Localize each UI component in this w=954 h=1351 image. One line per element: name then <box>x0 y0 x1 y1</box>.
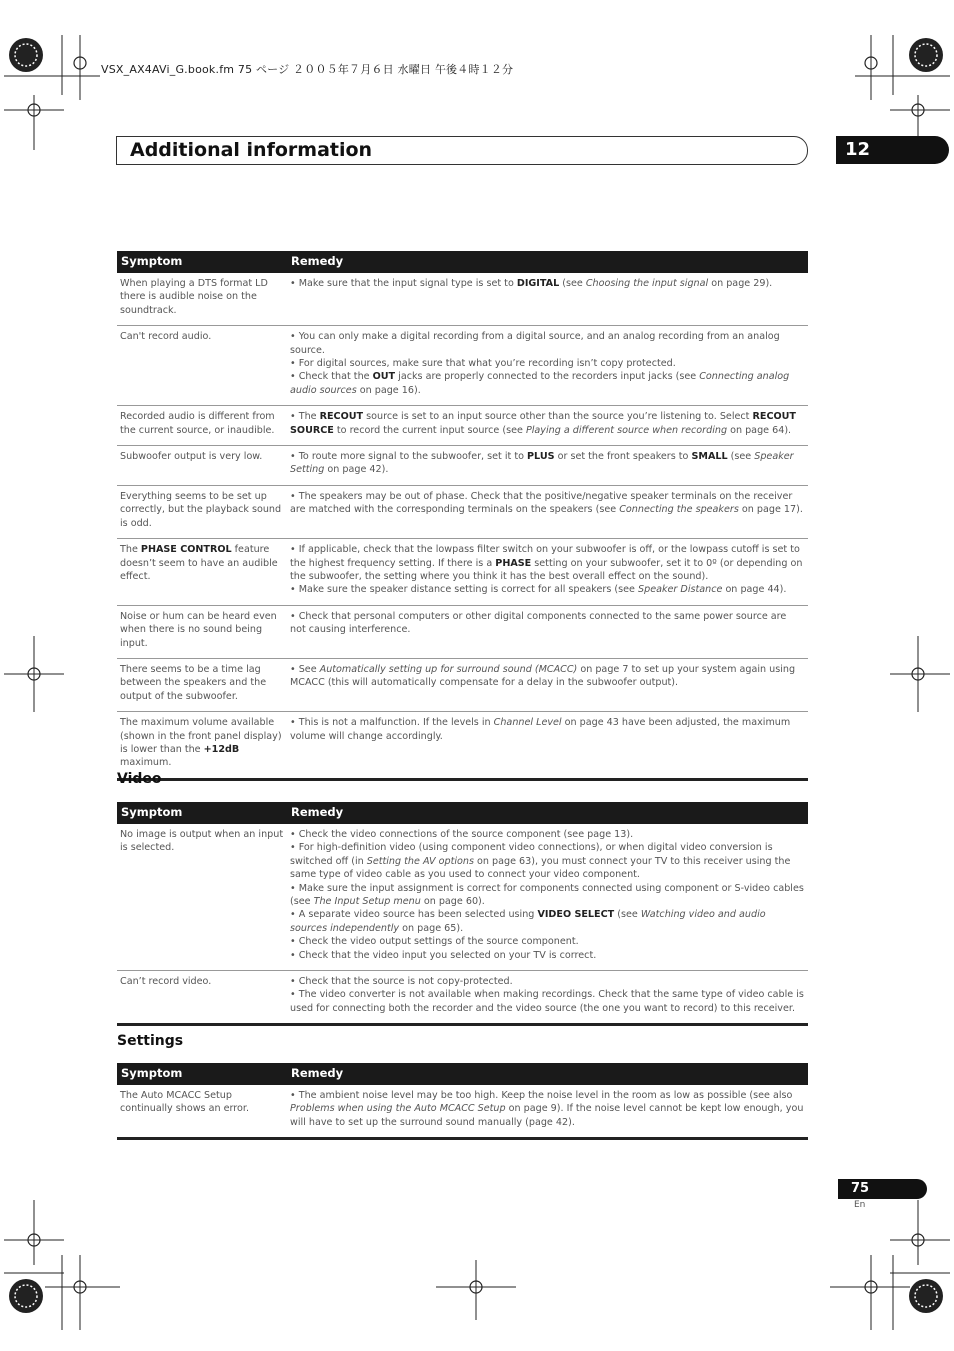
table-row <box>117 326 808 406</box>
remedy-cell <box>287 712 808 780</box>
symptom-cell: Can’t record video. <box>117 971 287 1025</box>
table-row <box>117 658 808 711</box>
symptom-cell: Everything seems to be set up correctly, but the playback sound is odd. <box>117 485 287 538</box>
page-title: Additional information <box>130 139 373 161</box>
remedy-cell <box>287 1085 808 1139</box>
remedy-item: • Check the video connections of the source component (see page 13). <box>290 829 634 840</box>
remedy-item: • To route more signal to the subwoofer, set it to PLUS or set the front speakers to SMALL (see Speaker Setting on page 42). <box>290 451 794 476</box>
symptom-header: Symptom <box>117 1063 287 1085</box>
remedy-cell <box>287 539 808 606</box>
remedy-item: • The speakers may be out of phase. Check that the positive/negative speaker terminals on the receiver are matched with the corresponding terminals on the speakers (see Connecting the speakers on page 17). <box>290 490 803 516</box>
remedy-item: • Check the video output settings of the source component. <box>290 936 579 948</box>
symptom-cell: When playing a DTS format LD there is audible noise on the soundtrack. <box>117 273 287 326</box>
symptom-cell: The Auto MCACC Setup continually shows an error. <box>117 1085 287 1139</box>
section-title-settings: Settings <box>117 1033 184 1049</box>
table-row <box>117 539 808 606</box>
audio-troubleshooting-table <box>117 251 808 781</box>
remedy-cell <box>287 326 808 406</box>
table-row <box>117 485 808 538</box>
symptom-header: Symptom <box>117 251 287 273</box>
remedy-item: • A separate video source has been selected using VIDEO SELECT (see Watching video and audio sources independently on page 65). <box>290 909 766 934</box>
remedy-item: • Make sure the speaker distance setting is correct for all speakers (see Speaker Distance on page 44). <box>290 584 787 596</box>
remedy-item: • See Automatically setting up for surround sound (MCACC) on page 7 to set up your system again using MCACC (this will automatically compensate for a delay in the subwoofer output). <box>290 663 796 689</box>
language-code: En <box>854 1200 866 1210</box>
table-row <box>117 605 808 658</box>
remedy-cell <box>287 446 808 486</box>
remedy-item: • Make sure the input assignment is correct for components connected using component or S-video cables (see The Input Setup menu on page 60). <box>290 882 804 908</box>
table-row <box>117 971 808 1025</box>
section-title-video: Video <box>117 771 162 787</box>
remedy-cell <box>287 605 808 658</box>
remedy-header: Remedy <box>287 802 808 824</box>
symptom-cell: Can't record audio. <box>117 326 287 406</box>
symptom-cell: There seems to be a time lag between the speakers and the output of the subwoofer. <box>117 658 287 711</box>
table-row <box>117 406 808 446</box>
remedy-cell <box>287 273 808 326</box>
symptom-header: Symptom <box>117 802 287 824</box>
remedy-item: • The RECOUT source is set to an input source other than the source you’re listening to. Select RECOUT SOURCE to record the current input source (see Playing a different source when recording on page 64). <box>290 411 796 436</box>
symptom-cell: Subwoofer output is very low. <box>117 446 287 486</box>
table-row <box>117 712 808 780</box>
remedy-item: • This is not a malfunction. If the levels in Channel Level on page 43 have been adjusted, the maximum volume will change accordingly. <box>290 717 791 742</box>
symptom-cell: The PHASE CONTROL feature doesn’t seem to have an audible effect. <box>117 539 287 606</box>
remedy-cell <box>287 485 808 538</box>
video-troubleshooting-table <box>117 802 808 1026</box>
table-row <box>117 273 808 326</box>
remedy-cell <box>287 971 808 1025</box>
remedy-header: Remedy <box>287 1063 808 1085</box>
file-info: VSX_AX4AVi_G.book.fm 75 ページ ２００５年７月６日 水曜日 午後４時１２分 <box>101 63 514 76</box>
symptom-cell: No image is output when an input is selected. <box>117 824 287 971</box>
remedy-cell <box>287 824 808 971</box>
remedy-cell <box>287 406 808 446</box>
remedy-item: • If applicable, check that the lowpass filter switch on your subwoofer is off, or the lowpass cutoff is set to the highest frequency setting. If there is a PHASE setting on your subwoofer, set it to 0º (or depending on the subwoofer, the setting where you think it has the best overall effect on the sound). <box>290 544 803 582</box>
table-row <box>117 1085 808 1139</box>
remedy-item: • Check that the source is not copy-protected. <box>290 976 513 988</box>
symptom-cell: The maximum volume available (shown in the front panel display) is lower than the +12dB maximum. <box>117 712 287 780</box>
remedy-item: • The video converter is not available when making recordings. Check that the same type of video cable is used for connecting both the recorder and the video source (the one you want to record) to this receiver. <box>290 989 804 1014</box>
symptom-cell: Noise or hum can be heard even when there is no sound being input. <box>117 605 287 658</box>
page-header <box>116 136 808 165</box>
remedy-item: • For digital sources, make sure that what you’re recording isn’t copy protected. <box>290 358 676 370</box>
remedy-item: • Check that the OUT jacks are properly connected to the recorders input jacks (see Connecting analog audio sources on page 16). <box>290 371 790 396</box>
chapter-number: 12 <box>836 136 949 164</box>
symptom-cell: Recorded audio is different from the current source, or inaudible. <box>117 406 287 446</box>
remedy-item: • Check that the video input you selected on your TV is correct. <box>290 949 597 961</box>
table-row <box>117 446 808 486</box>
settings-troubleshooting-table <box>117 1063 808 1140</box>
remedy-item: • You can only make a digital recording from a digital source, and an analog recording from an analog source. <box>290 331 780 356</box>
remedy-item: • The ambient noise level may be too high. Keep the noise level in the room as low as possible (see also Problems when using the Auto MCACC Setup on page 9). If the noise level cannot be kept low enough, you will have to set up the surround sound manually (page 42). <box>290 1090 804 1128</box>
remedy-item: • Make sure that the input signal type is set to DIGITAL (see Choosing the input signal on page 29). <box>290 278 773 289</box>
page-number: 75 <box>838 1179 927 1199</box>
remedy-item: • Check that personal computers or other digital components connected to the same power source are not causing interference. <box>290 610 787 636</box>
remedy-item: • For high-definition video (using component video connections), or when digital video conversion is switched off (in Setting the AV options on page 63), you must connect your TV to this receiver using the same type of video cable as you used to connect your video component. <box>290 842 791 881</box>
table-row <box>117 824 808 971</box>
remedy-header: Remedy <box>287 251 808 273</box>
remedy-cell <box>287 658 808 711</box>
